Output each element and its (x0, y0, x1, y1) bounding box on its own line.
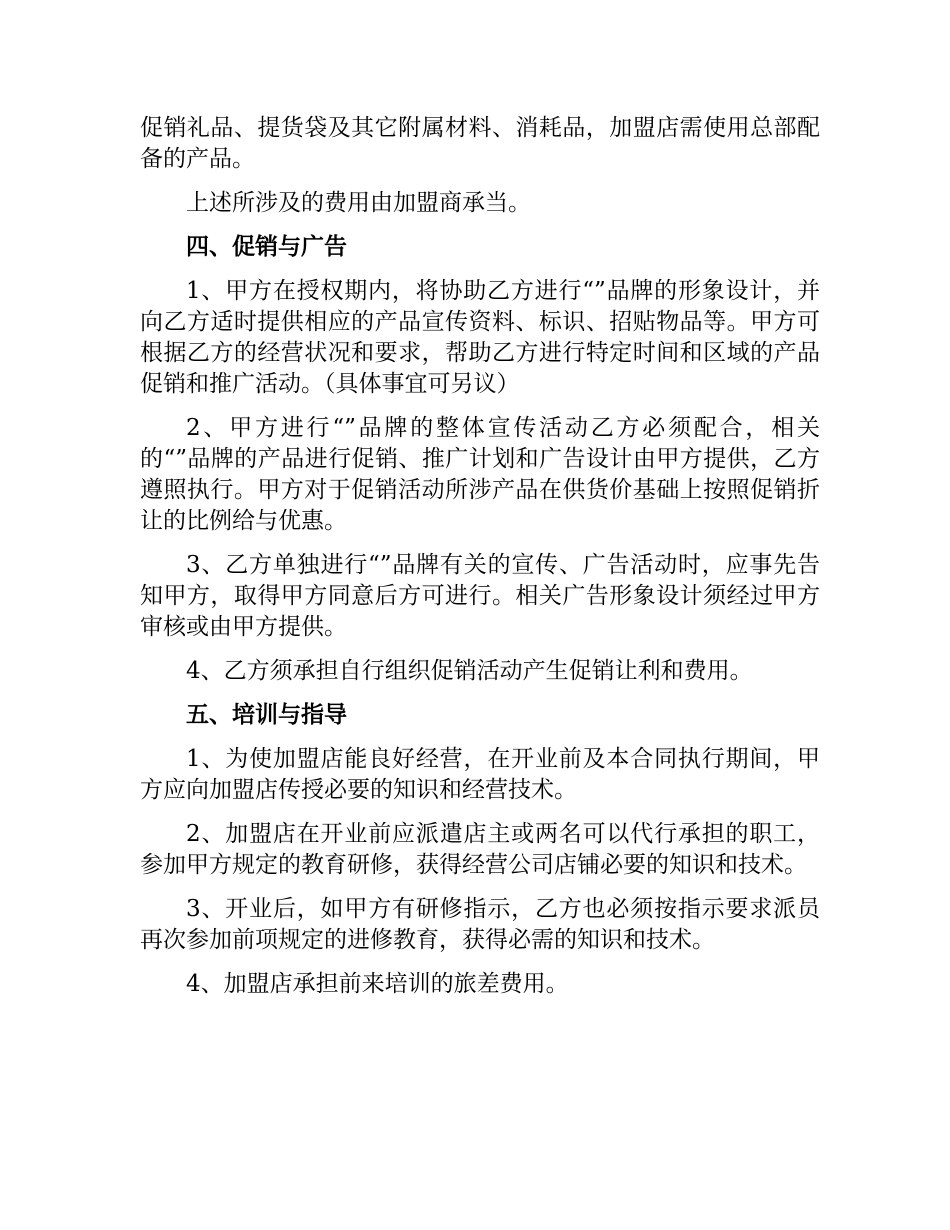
paragraph: 4、乙方须承担自行组织促销活动产生促销让利和费用。 (186, 658, 753, 684)
paragraph: 促销礼品、提货袋及其它附属材料、消耗品，加盟店需使用总部配备的产品。 (140, 115, 820, 172)
paragraph: 3、开业后，如甲方有研修指示，乙方也必须按指示要求派员再次参加前项规定的进修教育，获得必需的知识和技术。 (140, 896, 820, 953)
paragraph: 2、甲方进行“”品牌的整体宣传活动乙方必须配合，相关的“”品牌的产品进行促销、推广计划和广告设计由甲方提供，乙方遵照执行。甲方对于促销活动所涉产品在供货价基础上按照促销折让的比例给与优惠。 (140, 415, 820, 534)
paragraph: 3、乙方单独进行“”品牌有关的宣传、广告活动时，应事先告知甲方，取得甲方同意后方可进行。相关广告形象设计须经过甲方审核或由甲方提供。 (140, 552, 820, 640)
section-heading: 四、促销与广告 (186, 234, 347, 260)
paragraph: 2、加盟店在开业前应派遣店主或两名可以代行承担的职工，参加甲方规定的教育研修，获得经营公司店铺必要的知识和技术。 (140, 821, 820, 878)
paragraph: 1、甲方在授权期内，将协助乙方进行“”品牌的形象设计，并向乙方适时提供相应的产品宣传资料、标识、招贴物品等。甲方可根据乙方的经营状况和要求，帮助乙方进行特定时间和区域的产品促销和推广活动。（具体事宜可另议） (140, 278, 820, 397)
paragraph: 4、加盟店承担前来培训的旅差费用。 (186, 971, 569, 997)
paragraph: 1、为使加盟店能良好经营，在开业前及本合同执行期间，甲方应向加盟店传授必要的知识和经营技术。 (140, 746, 820, 803)
section-heading: 五、培训与指导 (186, 702, 347, 728)
paragraph: 上述所涉及的费用由加盟商承当。 (186, 190, 531, 216)
document-body (140, 113, 820, 1013)
